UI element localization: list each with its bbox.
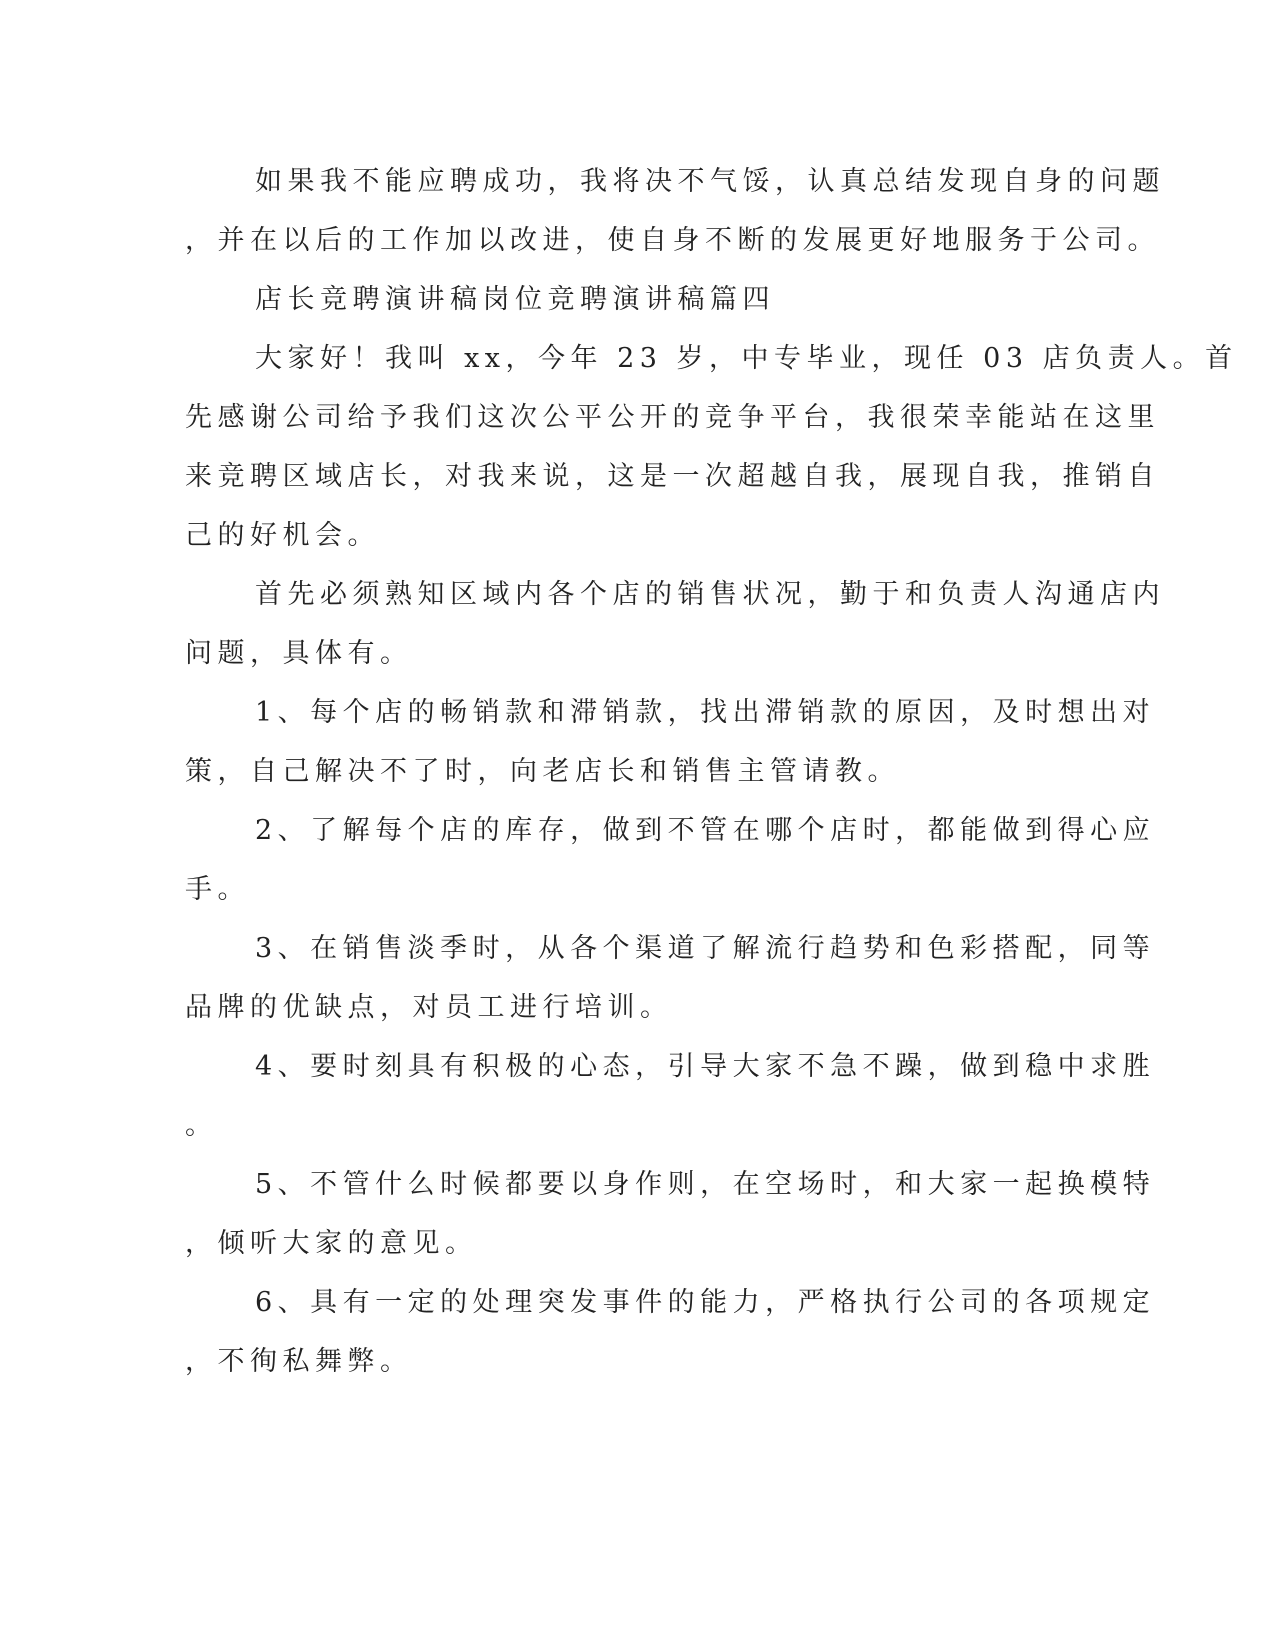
- text-line: 己的好机会。: [185, 520, 380, 551]
- text-line: ，并在以后的工作加以改进，使自身不断的发展更好地服务于公司。: [185, 225, 1160, 256]
- text-line: 来竞聘区域店长，对我来说，这是一次超越自我，展现自我，推销自: [185, 461, 1160, 492]
- list-item-line: 3、在销售淡季时，从各个渠道了解流行趋势和色彩搭配，同等: [255, 933, 1156, 964]
- text-line: 首先必须熟知区域内各个店的销售状况，勤于和负责人沟通店内: [255, 579, 1165, 610]
- list-item-line: 品牌的优缺点，对员工进行培训。: [185, 992, 673, 1023]
- document-body: [185, 152, 1238, 1391]
- list-item-line: 5、不管什么时候都要以身作则，在空场时，和大家一起换模特: [255, 1169, 1156, 1200]
- list-item-line: 1、每个店的畅销款和滞销款，找出滞销款的原因，及时想出对: [255, 697, 1156, 728]
- section-heading: 店长竞聘演讲稿岗位竞聘演讲稿篇四: [255, 284, 775, 315]
- list-item-line: 。: [185, 1110, 218, 1141]
- text-line: 问题，具体有。: [185, 638, 413, 669]
- list-item-line: 2、了解每个店的库存，做到不管在哪个店时，都能做到得心应: [255, 815, 1156, 846]
- list-item-line: ，不徇私舞弊。: [185, 1346, 413, 1377]
- list-item-line: 6、具有一定的处理突发事件的能力，严格执行公司的各项规定: [255, 1287, 1156, 1318]
- list-item-line: ，倾听大家的意见。: [185, 1228, 478, 1259]
- list-item-line: 策，自己解决不了时，向老店长和销售主管请教。: [185, 756, 900, 787]
- text-line: 先感谢公司给予我们这次公平公开的竞争平台，我很荣幸能站在这里: [185, 402, 1160, 433]
- list-item-line: 4、要时刻具有积极的心态，引导大家不急不躁，做到稳中求胜: [255, 1051, 1156, 1082]
- text-line: 大家好！我叫 xx，今年 23 岁，中专毕业，现任 03 店负责人。首: [255, 343, 1238, 374]
- text-line: 如果我不能应聘成功，我将决不气馁，认真总结发现自身的问题: [255, 166, 1165, 197]
- list-item-line: 手。: [185, 874, 250, 905]
